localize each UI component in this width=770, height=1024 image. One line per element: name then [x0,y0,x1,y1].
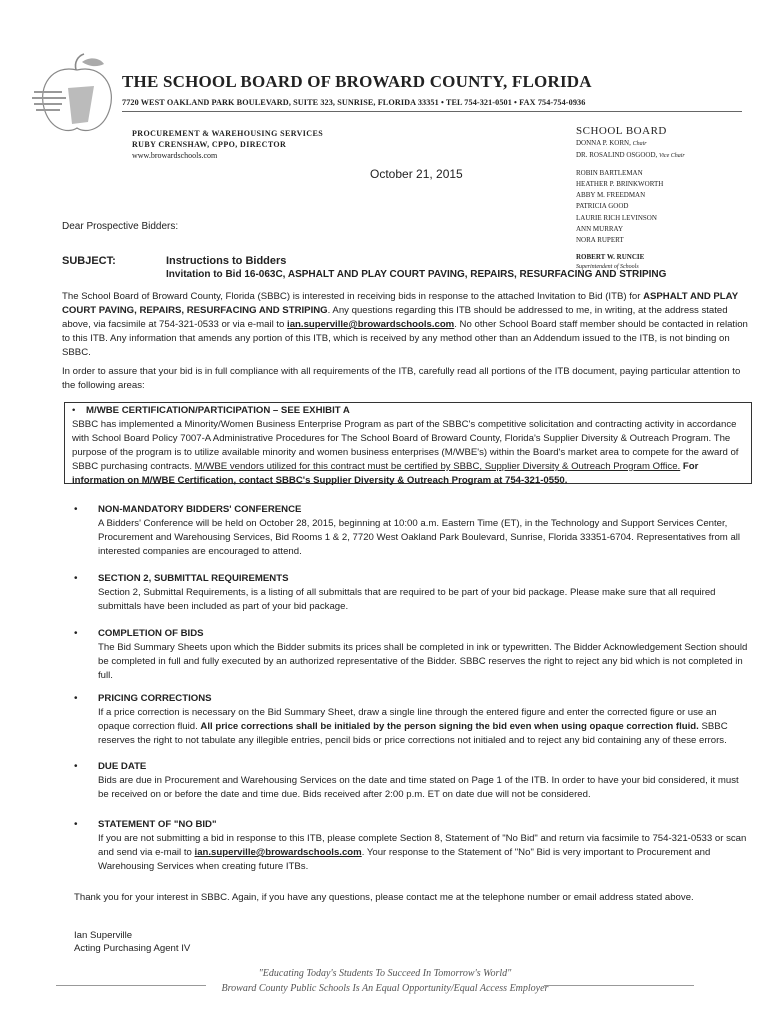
bullet: • [74,628,78,639]
conference-heading: NON-MANDATORY BIDDERS' CONFERENCE [98,504,302,515]
subject-line-2: Invitation to Bid 16-063C, ASPHALT AND PLAY COURT PAVING, REPAIRS, RESURFACING AND STRIPING [166,269,667,280]
letterhead-divider [122,111,742,112]
board-member: ANN MURRAY [576,224,624,233]
board-vice-chair: DR. ROSALIND OSGOOD, Vice Chair [576,151,685,160]
intro-paragraph: The School Board of Broward County, Florida (SBBC) is interested in receiving bids in response to the attached Invitation to Bid (ITB) for ASPHALT AND PLAY COURT PAVING, REPAIRS, RESURFACING AND STRIPING. Any questions regarding this ITB should be addressed to me, in writing, at the address stated above, via facsimile at 754-321-0533 or via e-mail to ian.superville@browardschools.com. No other School Board staff member should be contacted in relation to this ITB. Any information that amends any portion of this ITB, which is received by any method other than an Addendum issued to the ITB, is not binding on SBBC. [62,291,748,358]
completion-text: The Bid Summary Sheets upon which the Bidder submits its prices shall be completed in ink or typewritten. The Bidder Acknowledgement Section should be completed in full and fully executed by an authorized representative of the Bidder. SBBC reserves the right to reject any bid which is not completed in full. [98,642,748,681]
no-bid-text: If you are not submitting a bid in response to this ITB, please complete Section 8, Statement of "No Bid" and return via facsimile to 754-321-0533 or scan and send via e-mail to ian.superville@browardschools.com. Your response to the Statement of "No" Bid is very important to Procurement and Warehousing Services when creating future ITBs. [98,833,747,872]
footer-motto: "Educating Today's Students To Succeed In Tomorrow's World" [258,968,512,979]
mwbe-section [72,404,747,488]
bullet: • [74,761,78,772]
department-name: PROCUREMENT & WAREHOUSING SERVICES [132,129,324,138]
conference-text: A Bidders' Conference will be held on October 28, 2015, beginning at 10:00 a.m. Eastern Time (ET), in the Technology and Support Services Center, Procurement and Warehousing Services, Bid Rooms 1 & 2, 7720 West Oakland Park Boulevard, Sunrise, Florida 33351-6704. Representatives from all interested companies are encouraged to attend. [98,518,741,557]
no-bid-heading: STATEMENT OF "NO BID" [98,819,217,830]
submittals-heading: SECTION 2, SUBMITTAL REQUIREMENTS [98,573,289,584]
department-block [132,128,323,161]
due-date-text: Bids are due in Procurement and Warehousing Services on the date and time stated on Page 1 of the ITB. In order to have your bid considered, it must be received on or before the date and time due. Bids received after 2:00 p.m. ET on date due will not be considered. [98,775,739,800]
board-member-list [576,168,685,246]
compliance-paragraph: In order to assure that your bid is in full compliance with all requirements of the ITB, carefully read all portions of the ITB document, paying particular attention to the following areas: [62,366,741,391]
footer-eeo-statement: Broward County Public Schools Is An Equal Opportunity/Equal Access Employer [221,983,549,994]
board-member: ABBY M. FREEDMAN [576,191,646,200]
bullet: • [74,693,78,704]
signature-block [74,929,190,955]
contact-email-link[interactable]: ian.superville@browardschools.com [287,319,455,330]
subject-label: SUBJECT: [62,255,116,267]
no-bid-email-link[interactable]: ian.superville@browardschools.com [194,847,362,858]
closing-paragraph: Thank you for your interest in SBBC. Again, if you have any questions, please contact me at the telephone number or email address stated above. [74,892,694,903]
due-date-heading: DUE DATE [98,761,147,772]
school-board-logo [32,52,122,138]
pricing-heading: PRICING CORRECTIONS [98,693,212,704]
board-member: HEATHER P. BRINKWORTH [576,180,664,189]
superintendent-name: ROBERT W. RUNCIE [576,252,645,261]
organization-title: THE SCHOOL BOARD OF BROWARD COUNTY, FLORIDA [122,72,592,91]
board-member: NORA RUPERT [576,235,624,244]
letter-date: October 21, 2015 [370,167,463,181]
signer-name: Ian Superville [74,930,133,941]
director-name: RUBY CRENSHAW, CPPO, DIRECTOR [132,140,287,149]
submittals-text: Section 2, Submittal Requirements, is a listing of all submittals that are required to be part of your bid package. Please make sure that all required submittals have been included as part of your bid package. [98,587,716,612]
website-link[interactable]: www.browardschools.com [132,151,218,160]
completion-heading: COMPLETION OF BIDS [98,628,204,639]
board-member: ROBIN BARTLEMAN [576,169,643,178]
board-member: LAURIE RICH LEVINSON [576,213,657,222]
organization-address: 7720 WEST OAKLAND PARK BOULEVARD, SUITE 323, SUNRISE, FLORIDA 33351 • TEL 754-321-0501 • FAX 754-754-0936 [122,98,586,107]
bullet: • [74,819,78,830]
board-member: PATRICIA GOOD [576,202,629,211]
board-chair: DONNA P. KORN, Chair [576,139,647,147]
mwbe-text: SBBC has implemented a Minority/Women Business Enterprise Program as part of the SBBC's competitive solicitation and contracting activity in accordance with School Board Policy 7007-A Administrative Procedures for The School Board of Broward County, Florida's Supplier Diversity & Outreach Program. The purpose of the program is to utilize available minority and women business enterprises (M/WBE's) within the Board's market area to compete for the award of SBBC purchasing contracts. M/WBE vendors utilized for this contract must be certified by SBBC, Supplier Diversity & Outreach Program Office. For information on M/WBE Certification, contact SBBC's Supplier Diversity & Outreach Program at 754-321-0550. [72,419,739,486]
signer-title: Acting Purchasing Agent IV [74,943,191,954]
superintendent-title: Superintendent of Schools [576,263,639,270]
pricing-text: If a price correction is necessary on the Bid Summary Sheet, draw a single line through the entered figure and enter the corrected figure or use an opaque correction fluid. All price corrections shall be initialed by the person signing the bid even when using opaque correction fluid. SBBC reserves the right to not tabulate any illegible entries, pencil bids or price corrections not initialed and to reject any bid containing any of these errors. [98,707,728,746]
board-heading: SCHOOL BOARD [576,125,667,137]
school-board-roster [576,125,685,271]
bullet: • [74,504,78,515]
salutation: Dear Prospective Bidders: [62,221,179,232]
bullet: • [74,573,78,584]
subject-line-1: Instructions to Bidders [166,255,287,267]
mwbe-heading: • M/WBE CERTIFICATION/PARTICIPATION – SEE EXHIBIT A [72,405,350,416]
